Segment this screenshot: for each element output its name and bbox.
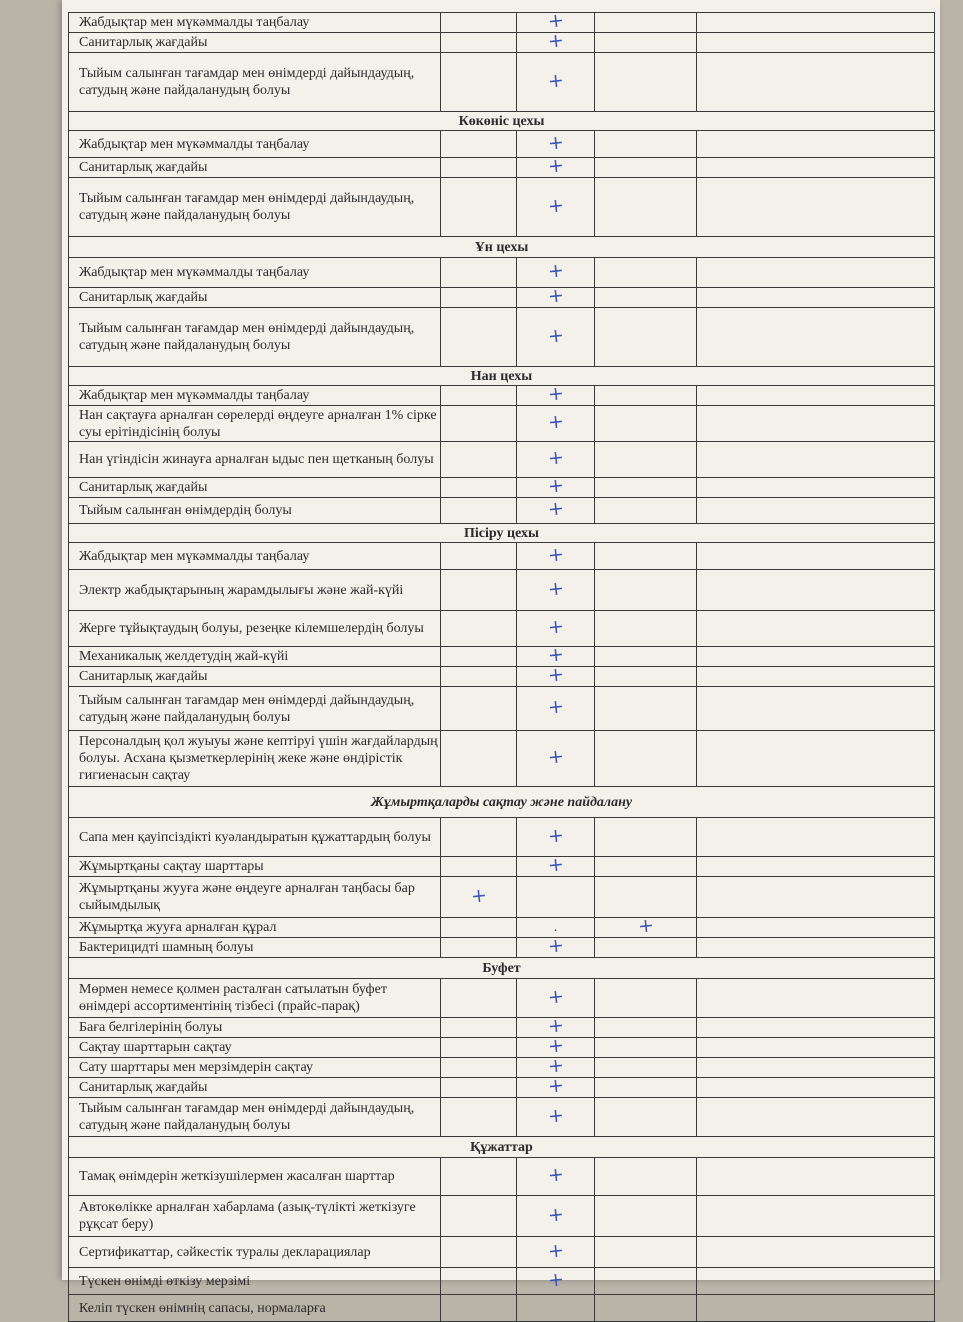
mark-cell-col-4: [697, 53, 935, 112]
mark-cell-col-3: [595, 258, 697, 288]
checklist-row: [69, 687, 935, 731]
mark-cell-col-2: [517, 570, 595, 611]
requirement-text: Тыйым салынған тағамдар мен өнімдерді дайындаудың, сатудың және пайдаланудың болуы: [69, 178, 441, 237]
mark-cell-col-3: [595, 1078, 697, 1098]
section-title: Буфет: [69, 958, 935, 979]
handwritten-check-mark: +: [546, 323, 565, 348]
mark-cell-col-4: [697, 13, 935, 33]
mark-cell-col-1: [441, 647, 517, 667]
mark-cell-col-2: [517, 1074, 595, 1098]
section-header-row: [69, 958, 935, 979]
mark-cell-col-4: [697, 1237, 935, 1268]
mark-cell-col-2: [517, 406, 595, 442]
mark-cell-col-2: [517, 663, 595, 687]
requirement-text: Автокөлікке арналған хабарлама (азық-түлікті жеткізуге рұқсат беру): [69, 1196, 441, 1237]
mark-cell-col-4: [697, 478, 935, 498]
mark-cell-col-1: [441, 1158, 517, 1196]
handwritten-check-mark: +: [546, 193, 565, 218]
mark-cell-col-2: [517, 442, 595, 478]
handwritten-check-mark: +: [546, 1267, 565, 1292]
section-header-row: [69, 524, 935, 543]
mark-cell-col-4: [697, 543, 935, 570]
mark-cell-col-3: [595, 406, 697, 442]
handwritten-check-mark: +: [546, 474, 565, 498]
mark-cell-col-2: [517, 382, 595, 406]
mark-cell-col-1: [441, 13, 517, 33]
mark-cell-col-1: [441, 1018, 517, 1038]
section-title: Құжаттар: [69, 1137, 935, 1158]
mark-cell-col-3: [595, 1295, 697, 1322]
mark-cell-col-3: [595, 543, 697, 570]
mark-cell-col-4: [697, 308, 935, 367]
mark-cell-col-2: [517, 731, 595, 787]
mark-cell-col-1: [441, 543, 517, 570]
requirement-text: Жұмыртқаны жууға және өңдеуге арналған таңбасы бар сыйымдылық: [69, 877, 441, 918]
handwritten-check-mark: +: [546, 1074, 565, 1098]
section-title: Пісіру цехы: [69, 524, 935, 543]
checklist-row: [69, 570, 935, 611]
handwritten-check-mark: +: [546, 823, 565, 848]
section-header-row: [69, 112, 935, 131]
mark-cell-col-4: [697, 877, 935, 918]
mark-cell-col-3: [595, 1018, 697, 1038]
checklist-row: [69, 258, 935, 288]
checklist-row: [69, 1038, 935, 1058]
handwritten-check-mark: +: [546, 984, 565, 1009]
requirement-text: Жерге тұйықтаудың болуы, резеңке кілемшелердің болуы: [69, 611, 441, 647]
checklist-row: [69, 918, 935, 938]
mark-cell-col-4: [697, 1268, 935, 1295]
mark-cell-col-1: [441, 1058, 517, 1078]
mark-cell-col-1: [441, 308, 517, 367]
mark-cell-col-3: [595, 611, 697, 647]
mark-cell-col-3: [595, 731, 697, 787]
checklist-row: [69, 1098, 935, 1137]
checklist-row: [69, 611, 935, 647]
handwritten-check-mark: +: [546, 745, 565, 769]
mark-cell-col-3: [595, 877, 697, 918]
mark-cell-col-2: [517, 1268, 595, 1295]
ink-dot: .: [553, 920, 558, 935]
handwritten-check-mark: +: [546, 1034, 565, 1058]
mark-cell-col-2: [517, 284, 595, 308]
mark-cell-col-1: [441, 406, 517, 442]
handwritten-check-mark: +: [469, 883, 488, 908]
mark-cell-col-1: [441, 53, 517, 112]
mark-cell-col-4: [697, 131, 935, 158]
section-title: Ұн цехы: [69, 237, 935, 258]
section-title: Нан цехы: [69, 367, 935, 386]
mark-cell-col-1: [441, 498, 517, 524]
mark-cell-col-4: [697, 1078, 935, 1098]
mark-cell-col-4: [697, 33, 935, 53]
mark-cell-col-3: [595, 53, 697, 112]
checklist-row: [69, 53, 935, 112]
handwritten-check-mark: +: [546, 497, 565, 521]
mark-cell-col-3: [595, 288, 697, 308]
mark-cell-col-2: [517, 1237, 595, 1268]
mark-cell-col-3: [595, 1158, 697, 1196]
mark-cell-col-1: [441, 857, 517, 877]
mark-cell-col-2: [517, 258, 595, 288]
mark-cell-col-4: [697, 1295, 935, 1322]
mark-cell-col-3: [595, 1058, 697, 1078]
mark-cell-col-2: [517, 853, 595, 877]
handwritten-check-mark: +: [546, 130, 565, 155]
mark-cell-col-3: [595, 979, 697, 1018]
requirement-text: Тыйым салынған тағамдар мен өнімдерді дайындаудың, сатудың және пайдаланудың болуы: [69, 687, 441, 731]
mark-cell-col-2: [517, 934, 595, 958]
handwritten-check-mark: +: [546, 934, 565, 958]
mark-cell-col-2: [517, 1098, 595, 1137]
handwritten-check-mark: +: [636, 914, 655, 938]
mark-cell-col-4: [697, 386, 935, 406]
requirement-text: Мөрмен немесе қолмен расталған сатылатын буфет өнімдері ассортиментінің тізбесі (прайс-парақ): [69, 979, 441, 1018]
checklist-row: [69, 478, 935, 498]
mark-cell-col-3: [595, 442, 697, 478]
checklist-row: [69, 979, 935, 1018]
mark-cell-col-2: [517, 1196, 595, 1237]
checklist-row: [69, 857, 935, 877]
mark-cell-col-4: [697, 979, 935, 1018]
handwritten-check-mark: +: [546, 259, 565, 283]
requirement-text: Баға белгілерінің болуы: [69, 1018, 441, 1038]
mark-cell-col-2: [517, 474, 595, 498]
mark-cell-col-2: [517, 53, 595, 112]
mark-cell-col-3: [595, 308, 697, 367]
checklist-row: [69, 33, 935, 53]
mark-cell-col-1: [441, 687, 517, 731]
requirement-text: Тыйым салынған тағамдар мен өнімдерді дайындаудың, сатудың және пайдаланудың болуы: [69, 1098, 441, 1137]
section-title: Көкөніс цехы: [69, 112, 935, 131]
mark-cell-col-4: [697, 667, 935, 687]
mark-cell-col-1: [441, 731, 517, 787]
mark-cell-col-2: [517, 178, 595, 237]
section-title: Жұмыртқаларды сақтау және пайдалану: [69, 787, 935, 818]
requirement-text: Сапа мен қауіпсіздікті куәландыратын құжаттардың болуы: [69, 818, 441, 857]
mark-cell-col-4: [697, 442, 935, 478]
mark-cell-col-4: [697, 687, 935, 731]
mark-cell-col-3: [595, 1196, 697, 1237]
mark-cell-col-1: [441, 1268, 517, 1295]
mark-cell-col-4: [697, 258, 935, 288]
mark-cell-col-1: [441, 178, 517, 237]
section-header-row: [69, 1137, 935, 1158]
mark-cell-col-4: [697, 570, 935, 611]
mark-cell-col-1: [441, 158, 517, 178]
requirement-text: Жұмыртқа жууға арналған құрал: [69, 918, 441, 938]
requirement-text: Санитарлық жағдайы: [69, 158, 441, 178]
mark-cell-col-2: [517, 687, 595, 731]
checklist-row: [69, 1078, 935, 1098]
mark-cell-col-4: [697, 1058, 935, 1078]
requirement-text: Сақтау шарттарын сақтау: [69, 1038, 441, 1058]
mark-cell-col-3: [595, 1098, 697, 1137]
mark-cell-col-3: [595, 857, 697, 877]
checklist-row: [69, 1058, 935, 1078]
requirement-text: Түскен өнімді өткізу мерзімі: [69, 1268, 441, 1295]
requirement-text: Сертификаттар, сәйкестік туралы декларациялар: [69, 1237, 441, 1268]
requirement-text: Жұмыртқаны сақтау шарттары: [69, 857, 441, 877]
requirement-text: Санитарлық жағдайы: [69, 478, 441, 498]
requirement-text: Санитарлық жағдайы: [69, 288, 441, 308]
checklist-row: [69, 1158, 935, 1196]
mark-cell-col-1: [441, 478, 517, 498]
handwritten-check-mark: +: [546, 695, 565, 719]
checklist-row: [69, 442, 935, 478]
mark-cell-col-3: [595, 1268, 697, 1295]
checklist-row: [69, 1237, 935, 1268]
mark-cell-col-4: [697, 1158, 935, 1196]
handwritten-check-mark: +: [546, 1238, 565, 1263]
mark-cell-col-4: [697, 1038, 935, 1058]
mark-cell-col-1: [441, 918, 517, 938]
mark-cell-col-2: [517, 308, 595, 367]
handwritten-check-mark: +: [546, 853, 565, 877]
requirement-text: Механикалық желдетудің жай-күйі: [69, 647, 441, 667]
handwritten-check-mark: +: [546, 410, 565, 434]
checklist-row: [69, 1018, 935, 1038]
handwritten-check-mark: +: [546, 663, 565, 687]
handwritten-check-mark: +: [546, 1014, 565, 1038]
requirement-text: Нан үгіндісін жинауға арналған ыдыс пен щетканың болуы: [69, 442, 441, 478]
mark-cell-col-3: [595, 131, 697, 158]
mark-cell-col-2: [517, 154, 595, 178]
mark-cell-col-1: [441, 877, 517, 918]
mark-cell-col-1: [441, 258, 517, 288]
mark-cell-col-1: [441, 1078, 517, 1098]
mark-cell-col-4: [697, 1196, 935, 1237]
mark-cell-col-1: [441, 1098, 517, 1137]
handwritten-check-mark: +: [546, 1202, 565, 1227]
mark-cell-col-4: [697, 158, 935, 178]
requirement-text: Келіп түскен өнімнің сапасы, нормаларға: [69, 1295, 441, 1322]
requirement-text: Электр жабдықтарының жарамдылығы және жай-күйі: [69, 570, 441, 611]
requirement-text: Сату шарттары мен мерзімдерін сақтау: [69, 1058, 441, 1078]
checklist-row: [69, 288, 935, 308]
handwritten-check-mark: +: [546, 576, 565, 601]
handwritten-check-mark: +: [546, 615, 565, 639]
mark-cell-col-1: [441, 1295, 517, 1322]
mark-cell-col-4: [697, 611, 935, 647]
handwritten-check-mark: +: [546, 1054, 565, 1078]
checklist-row: [69, 543, 935, 570]
mark-cell-col-2: [517, 1158, 595, 1196]
mark-cell-col-1: [441, 979, 517, 1018]
mark-cell-col-1: [441, 818, 517, 857]
mark-cell-col-2: [517, 498, 595, 524]
mark-cell-col-3: [595, 386, 697, 406]
requirement-text: Тыйым салынған тағамдар мен өнімдерді дайындаудың, сатудың және пайдаланудың болуы: [69, 308, 441, 367]
mark-cell-col-2: [517, 1295, 595, 1322]
mark-cell-col-1: [441, 386, 517, 406]
mark-cell-col-1: [441, 131, 517, 158]
handwritten-check-mark: +: [546, 1103, 565, 1128]
requirement-text: Жабдықтар мен мүкәммалды таңбалау: [69, 386, 441, 406]
mark-cell-col-1: [441, 288, 517, 308]
checklist-row: [69, 13, 935, 33]
mark-cell-col-4: [697, 498, 935, 524]
checklist-row: [69, 386, 935, 406]
checklist-row: [69, 667, 935, 687]
checklist-row: [69, 406, 935, 442]
requirement-text: Жабдықтар мен мүкәммалды таңбалау: [69, 258, 441, 288]
mark-cell-col-3: [595, 914, 697, 938]
handwritten-check-mark: +: [546, 29, 565, 53]
mark-cell-col-1: [441, 1237, 517, 1268]
mark-cell-col-3: [595, 1038, 697, 1058]
mark-cell-col-3: [595, 938, 697, 958]
document-page: [62, 0, 940, 1316]
mark-cell-col-4: [697, 938, 935, 958]
mark-cell-col-2: [517, 543, 595, 570]
handwritten-check-mark: +: [546, 154, 565, 178]
requirement-text: Жабдықтар мен мүкәммалды таңбалау: [69, 13, 441, 33]
handwritten-check-mark: +: [546, 284, 565, 308]
handwritten-check-mark: +: [546, 542, 565, 567]
checklist-row: [69, 647, 935, 667]
handwritten-check-mark: +: [546, 643, 565, 667]
requirement-text: Тыйым салынған тағамдар мен өнімдерді дайындаудың, сатудың және пайдаланудың болуы: [69, 53, 441, 112]
mark-cell-col-2: [517, 877, 595, 918]
mark-cell-col-3: [595, 1237, 697, 1268]
section-header-row: [69, 367, 935, 386]
mark-cell-col-3: [595, 570, 697, 611]
requirement-text: Санитарлық жағдайы: [69, 667, 441, 687]
mark-cell-col-1: [441, 1038, 517, 1058]
mark-cell-col-1: [441, 1196, 517, 1237]
checklist-row: [69, 308, 935, 367]
mark-cell-col-1: [441, 570, 517, 611]
checklist-row: [69, 1268, 935, 1295]
requirement-text: Бактерицидті шамның болуы: [69, 938, 441, 958]
requirement-text: Санитарлық жағдайы: [69, 1078, 441, 1098]
inspection-checklist-table: [68, 9, 935, 1322]
mark-cell-col-3: [595, 178, 697, 237]
checklist-row: [69, 178, 935, 237]
mark-cell-col-3: [595, 13, 697, 33]
section-header-row: [69, 237, 935, 258]
mark-cell-col-4: [697, 178, 935, 237]
handwritten-check-mark: +: [546, 382, 565, 406]
mark-cell-col-4: [697, 1018, 935, 1038]
requirement-text: Жабдықтар мен мүкәммалды таңбалау: [69, 131, 441, 158]
mark-cell-col-2: [517, 131, 595, 158]
mark-cell-col-2: [517, 611, 595, 647]
requirement-text: Персоналдың қол жуыуы және кептіруі үшін жағдайлардың болуы. Асхана қызметкерлерінің жеке және өндірістік гигиенасын сақтау: [69, 731, 441, 787]
mark-cell-col-1: [441, 442, 517, 478]
requirement-text: Санитарлық жағдайы: [69, 33, 441, 53]
mark-cell-col-4: [697, 918, 935, 938]
mark-cell-col-4: [697, 818, 935, 857]
mark-cell-col-3: [595, 647, 697, 667]
requirement-text: Жабдықтар мен мүкәммалды таңбалау: [69, 543, 441, 570]
checklist-row: [69, 1295, 935, 1322]
mark-cell-col-1: [441, 611, 517, 647]
mark-cell-col-3: [595, 33, 697, 53]
mark-cell-col-3: [595, 478, 697, 498]
handwritten-check-mark: +: [546, 446, 565, 470]
mark-cell-col-3: [595, 667, 697, 687]
handwritten-check-mark: +: [546, 1163, 565, 1187]
mark-cell-col-1: [441, 33, 517, 53]
requirement-text: Тамақ өнімдерін жеткізушілермен жасалған шарттар: [69, 1158, 441, 1196]
mark-cell-col-4: [697, 288, 935, 308]
checklist-row: [69, 938, 935, 958]
mark-cell-col-3: [595, 498, 697, 524]
mark-cell-col-1: [441, 667, 517, 687]
handwritten-check-mark: +: [546, 9, 565, 33]
mark-cell-col-3: [595, 818, 697, 857]
mark-cell-col-1: [441, 938, 517, 958]
checklist-row: [69, 877, 935, 918]
mark-cell-col-4: [697, 406, 935, 442]
handwritten-check-mark: +: [546, 68, 565, 93]
mark-cell-col-4: [697, 857, 935, 877]
checklist-row: [69, 731, 935, 787]
checklist-row: [69, 158, 935, 178]
checklist-row: [69, 131, 935, 158]
mark-cell-col-2: [517, 29, 595, 53]
mark-cell-col-2: [517, 818, 595, 857]
checklist-row: [69, 498, 935, 524]
requirement-text: Тыйым салынған өнімдердің болуы: [69, 498, 441, 524]
mark-cell-col-3: [595, 158, 697, 178]
mark-cell-col-4: [697, 731, 935, 787]
checklist-row: [69, 1196, 935, 1237]
mark-cell-col-4: [697, 647, 935, 667]
section-header-row: [69, 787, 935, 818]
requirement-text: Нан сақтауға арналған сөрелерді өңдеуге арналған 1% сірке суы ерітіндісінің болуы: [69, 406, 441, 442]
mark-cell-col-2: [517, 979, 595, 1018]
mark-cell-col-4: [697, 1098, 935, 1137]
checklist-row: [69, 818, 935, 857]
mark-cell-col-3: [595, 687, 697, 731]
